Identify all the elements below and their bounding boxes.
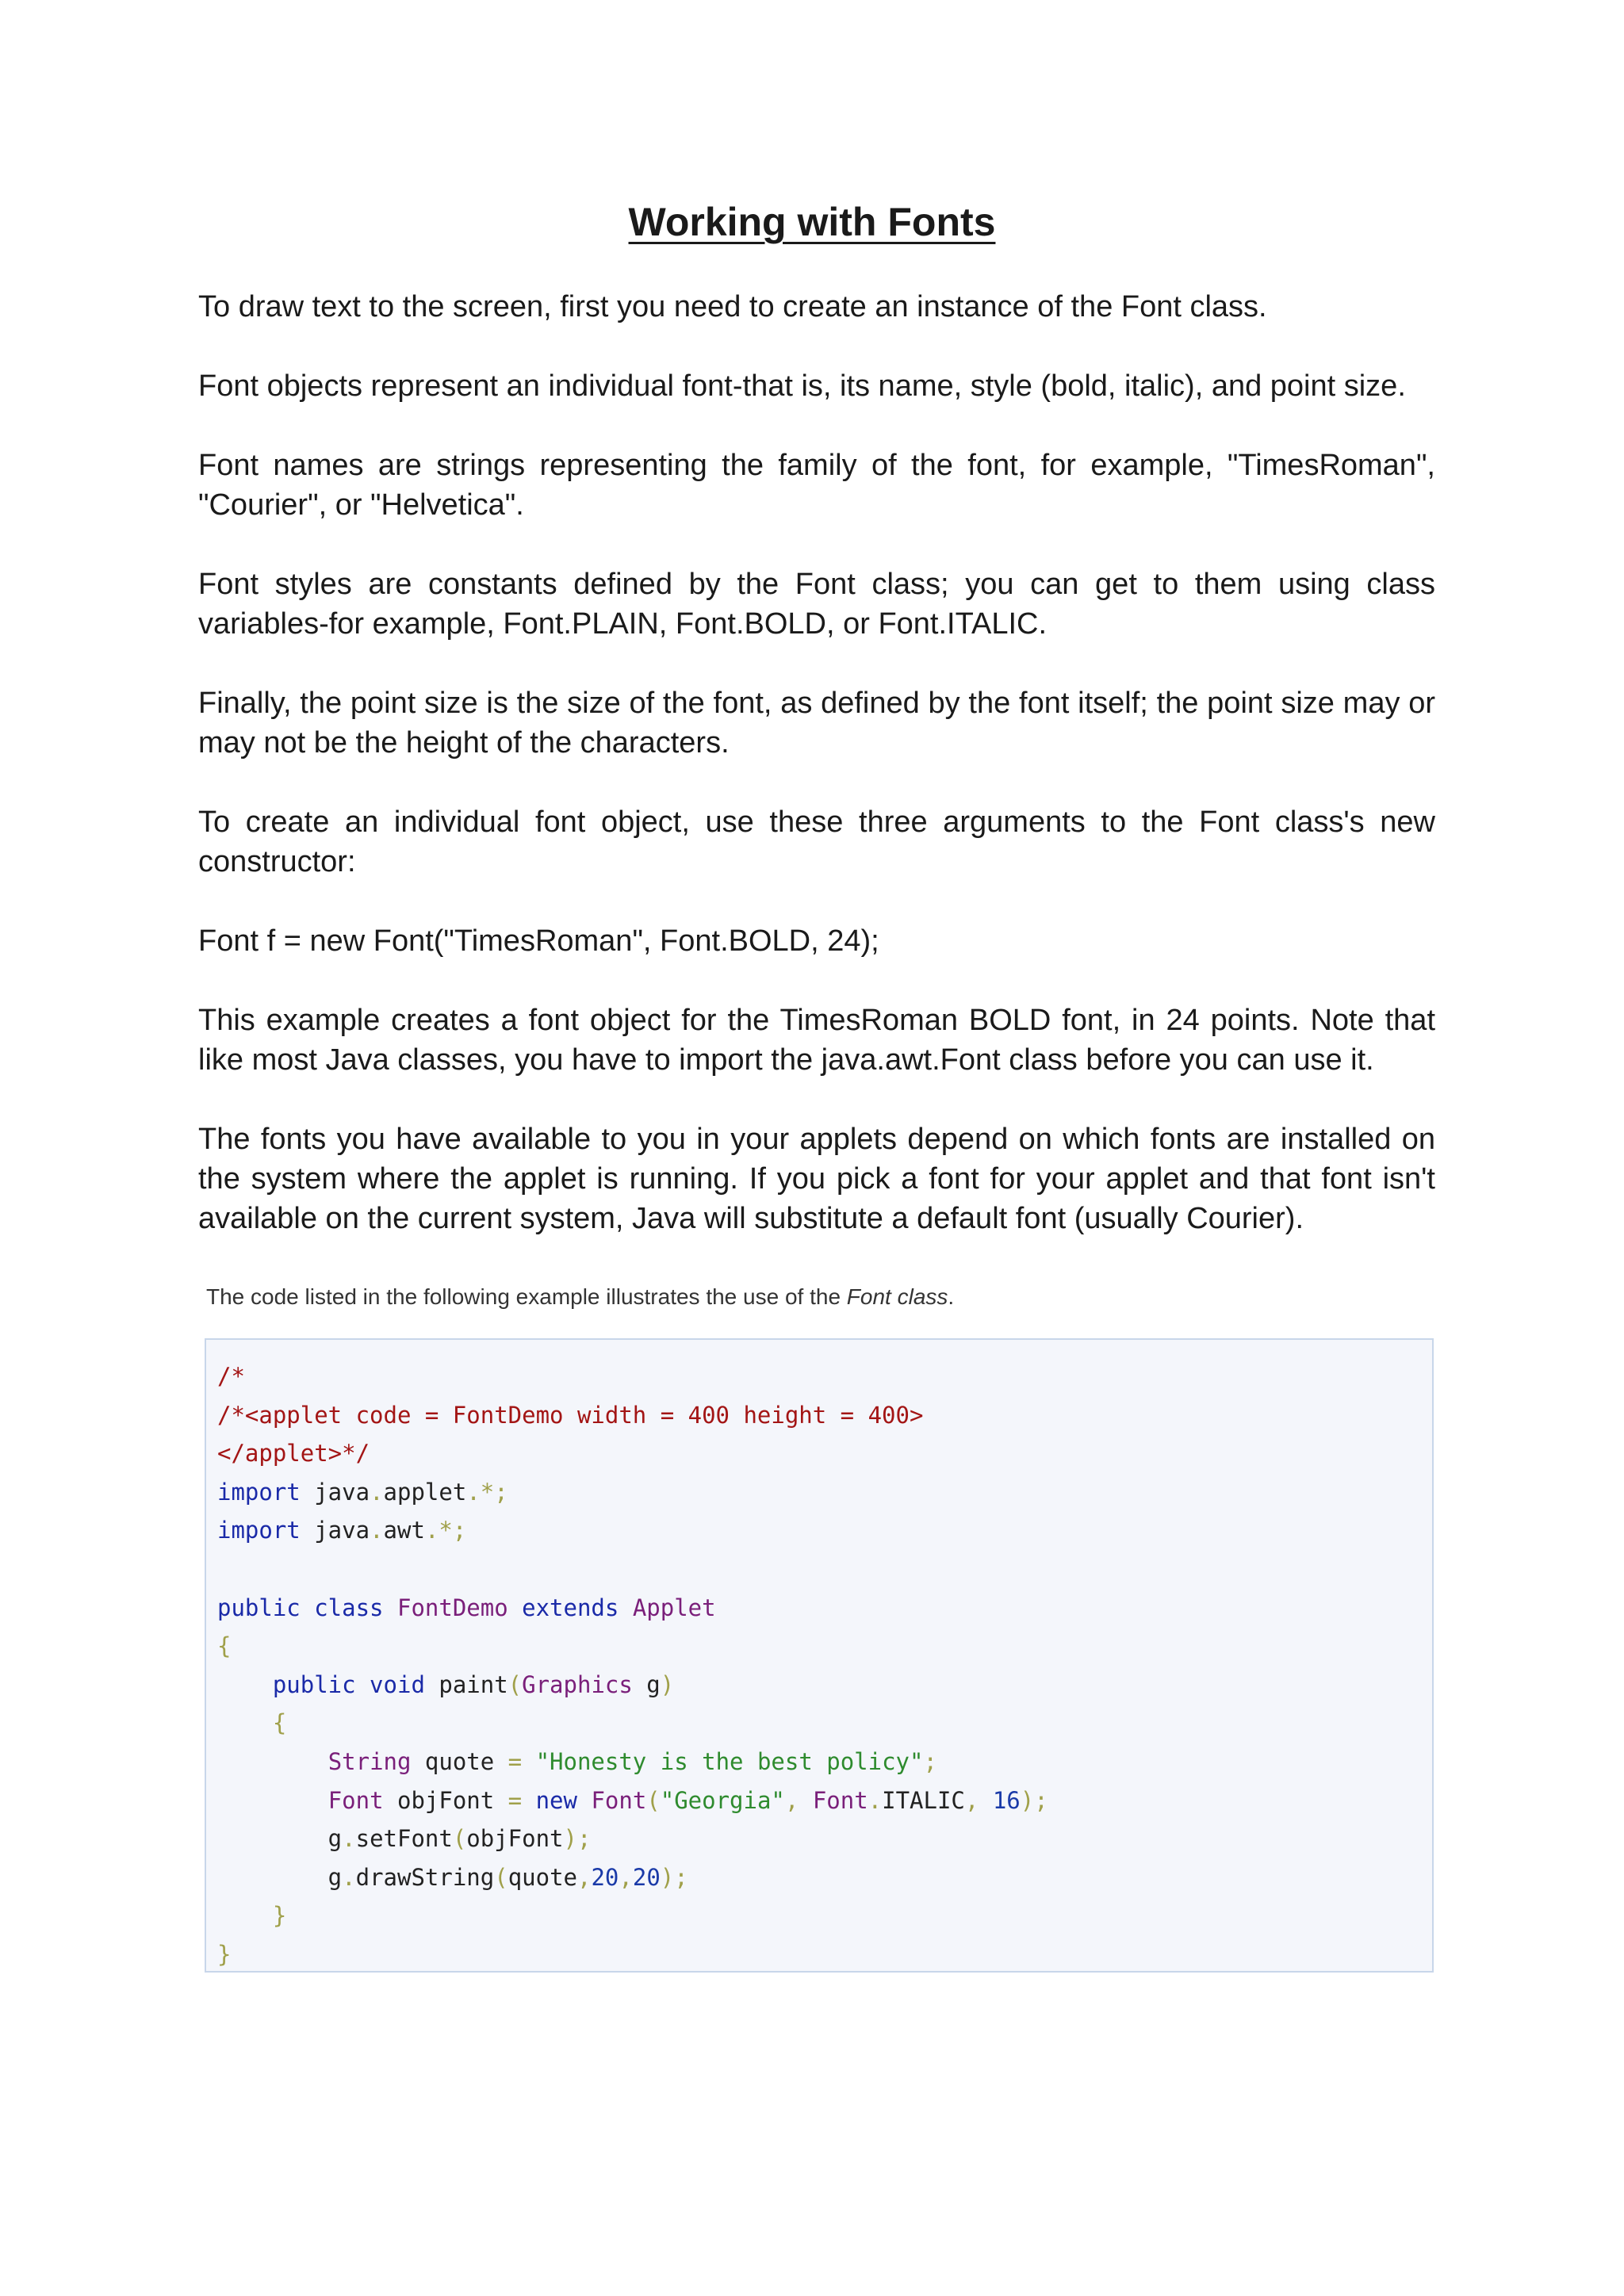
- code-token: (: [646, 1786, 661, 1814]
- code-token: Graphics: [522, 1670, 633, 1698]
- code-line: [217, 1704, 1432, 1743]
- paragraph-example-explanation: This example creates a font object for the TimesRoman BOLD font, in 24 points. Note that like most Java classes, you have to import the java.awt.Font class before you can use it.: [198, 1004, 1435, 1077]
- code-token: Font: [327, 1786, 384, 1814]
- code-token: quote: [508, 1863, 577, 1891]
- code-token: (: [508, 1670, 523, 1698]
- code-token: .: [370, 1517, 384, 1544]
- code-token: Font: [591, 1786, 647, 1814]
- code-token: ,: [619, 1863, 633, 1891]
- code-token: );: [563, 1825, 592, 1853]
- code-listing: [205, 1338, 1434, 1973]
- code-token: extends: [508, 1594, 633, 1621]
- code-token: g: [217, 1863, 343, 1891]
- paragraph-constructor: To create an individual font object, use these three arguments to the Font class's new constructor:: [198, 806, 1435, 878]
- code-token: ,: [577, 1863, 592, 1891]
- code-line: [217, 1396, 1432, 1435]
- code-token: ): [660, 1670, 675, 1698]
- code-line: [217, 1896, 1432, 1935]
- code-token: applet: [383, 1478, 467, 1506]
- code-line: [217, 1473, 1432, 1512]
- page-title: Working with Fonts: [628, 200, 996, 244]
- code-token: String: [327, 1747, 412, 1775]
- code-token: objFont: [466, 1825, 564, 1853]
- code-token: g: [217, 1825, 343, 1853]
- code-token: import: [217, 1478, 301, 1506]
- code-line: [217, 1820, 1432, 1858]
- code-token: );: [1020, 1786, 1048, 1814]
- code-token: 20: [632, 1863, 661, 1891]
- code-token: 16: [992, 1786, 1021, 1814]
- paragraph-point-size: Finally, the point size is the size of the font, as defined by the font itself; the point size may or may not be the height of the characters.: [198, 687, 1435, 760]
- code-token: awt: [383, 1517, 425, 1544]
- paragraph-font-names: Font names are strings representing the family of the font, for example, "TimesRoman", "Courier", or "Helvetica".: [198, 449, 1435, 522]
- code-token: ;: [923, 1747, 937, 1775]
- code-token: [217, 1748, 328, 1775]
- code-token: .*;: [424, 1517, 467, 1544]
- code-token: setFont: [355, 1825, 453, 1853]
- code-token: public void: [272, 1670, 439, 1698]
- code-line: [217, 1627, 1432, 1666]
- paragraph-font-objects: Font objects represent an individual font-that is, its name, style (bold, italic), and point size.: [198, 369, 1406, 403]
- code-token: Font: [812, 1786, 868, 1814]
- caption-suffix: .: [948, 1284, 955, 1309]
- code-token: .: [370, 1478, 384, 1506]
- code-token: /*<applet code = FontDemo width = 400 height = 400>: [217, 1401, 924, 1429]
- body-text: [198, 287, 1435, 1238]
- code-line: [217, 1858, 1432, 1897]
- code-token: =: [508, 1786, 536, 1814]
- code-caption: [206, 1283, 954, 1311]
- code-token: 20: [591, 1863, 619, 1891]
- code-token: </applet>*/: [217, 1440, 370, 1468]
- code-token: new: [535, 1786, 592, 1814]
- code-token: [217, 1902, 273, 1929]
- code-token: paint: [439, 1670, 508, 1698]
- caption-emphasis: Font class: [846, 1284, 948, 1309]
- code-token: /*: [217, 1363, 245, 1390]
- code-line: [217, 1434, 1432, 1473]
- code-line: [217, 1589, 1432, 1628]
- code-token: objFont: [383, 1786, 508, 1814]
- code-token: {: [272, 1709, 287, 1737]
- code-line: [217, 1357, 1432, 1396]
- code-token: [217, 1709, 273, 1736]
- code-line: [217, 1666, 1432, 1705]
- code-token: .: [868, 1786, 883, 1814]
- code-token: import: [217, 1517, 301, 1544]
- code-line: [217, 1781, 1432, 1820]
- code-token: drawString: [355, 1863, 495, 1891]
- code-token: java: [300, 1517, 370, 1544]
- code-token: .*;: [466, 1478, 508, 1506]
- code-line: [217, 1935, 1432, 1974]
- code-token: public class: [217, 1594, 397, 1621]
- code-token: [217, 1787, 328, 1814]
- code-token: FontDemo: [396, 1594, 508, 1621]
- code-token: quote: [411, 1747, 508, 1775]
- paragraph-font-example: Font f = new Font("TimesRoman", Font.BOLD, 24);: [198, 924, 879, 958]
- code-token: (: [452, 1825, 467, 1853]
- code-token: .: [342, 1825, 356, 1853]
- paragraph-intro: To draw text to the screen, first you need to create an instance of the Font class.: [198, 290, 1267, 323]
- code-token: {: [217, 1632, 232, 1660]
- code-token: "Honesty is the best policy": [535, 1747, 924, 1775]
- code-line: [217, 1743, 1432, 1781]
- code-token: g: [632, 1670, 661, 1698]
- caption-prefix: The code listed in the following example illustrates the use of the: [206, 1284, 847, 1309]
- code-token: }: [217, 1940, 232, 1968]
- code-token: );: [660, 1863, 688, 1891]
- code-token: Applet: [632, 1594, 716, 1621]
- code-token: .: [342, 1863, 356, 1891]
- code-line: [217, 1511, 1432, 1550]
- code-token: "Georgia": [660, 1786, 785, 1814]
- code-token: (: [494, 1863, 508, 1891]
- code-token: =: [508, 1747, 536, 1775]
- code-token: }: [272, 1902, 287, 1930]
- code-line: [217, 1550, 1432, 1589]
- code-token: ITALIC: [882, 1786, 965, 1814]
- paragraph-font-styles: Font styles are constants defined by the Font class; you can get to them using class variables-for example, Font.PLAIN, Font.BOLD, or Font.ITALIC.: [198, 568, 1435, 641]
- code-token: ,: [784, 1786, 813, 1814]
- paragraph-available-fonts: The fonts you have available to you in your applets depend on which fonts are installed on the system where the applet is running. If you pick a font for your applet and that font isn't available on the current system, Java will substitute a default font (usually Courier).: [198, 1123, 1435, 1235]
- code-token: java: [300, 1478, 370, 1506]
- code-token: ,: [964, 1786, 993, 1814]
- code-token: [217, 1671, 273, 1698]
